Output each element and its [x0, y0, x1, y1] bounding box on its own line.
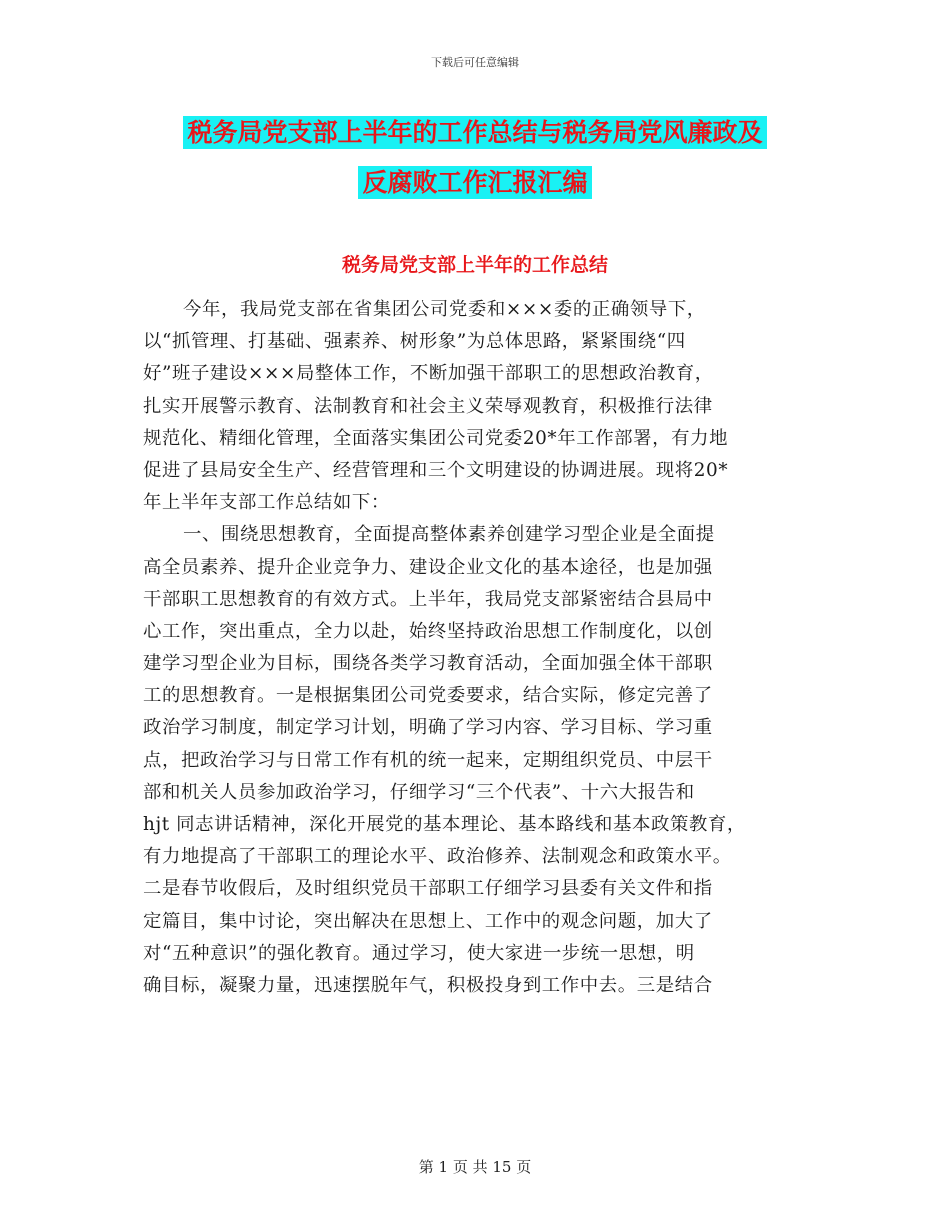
paragraph-line: 一、围绕思想教育，全面提高整体素养创建学习型企业是全面提 [183, 524, 715, 546]
paragraph-line: 政治学习制度，制定学习计划，明确了学习内容、学习目标、学习重 [143, 717, 713, 739]
paragraph-line: 干部职工思想教育的有效方式。上半年，我局党支部紧密结合县局中 [143, 588, 713, 610]
paragraph-line: 点，把政治学习与日常工作有机的统一起来，定期组织党员、中层干 [143, 749, 713, 771]
page-footer: 第 1 页 共 15 页 [418, 1158, 532, 1176]
title-line-1: 税务局党支部上半年的工作总结与税务局党风廉政及 [183, 116, 766, 149]
paragraph-line: 扎实开展警示教育、法制教育和社会主义荣辱观教育，积极推行法律 [143, 395, 713, 417]
paragraph-line: 好”班子建设×××局整体工作，不断加强干部职工的思想政治教育， [143, 363, 714, 385]
paragraph-line: 心工作，突出重点，全力以赴，始终坚持政治思想工作制度化，以创 [143, 620, 713, 642]
paragraph-line: 确目标，凝聚力量，迅速摆脱年气，积极投身到工作中去。三是结合 [143, 974, 713, 996]
paragraph-line: 年上半年支部工作总结如下： [143, 492, 390, 514]
document-title [0, 108, 950, 208]
paragraph-line: hjt 同志讲话精神，深化开展党的基本理论、基本路线和基本政策教育， [143, 814, 746, 835]
section-title: 税务局党支部上半年的工作总结 [341, 254, 608, 276]
paragraph-line: 对“五种意识”的强化教育。通过学习，使大家进一步统一思想，明 [143, 942, 695, 964]
paragraph-line: 二是春节收假后，及时组织党员干部职工仔细学习县委有关文件和指 [143, 878, 713, 900]
paragraph-line: 高全员素养、提升企业竞争力、建设企业文化的基本途径，也是加强 [143, 556, 713, 578]
title-line-2: 反腐败工作汇报汇编 [358, 166, 591, 199]
paragraph-line: 工的思想教育。一是根据集团公司党委要求，结合实际，修定完善了 [143, 685, 713, 707]
paragraph-line: 部和机关人员参加政治学习，仔细学习“三个代表”、十六大报告和 [143, 781, 695, 803]
paragraph-line: 今年，我局党支部在省集团公司党委和×××委的正确领导下， [183, 299, 706, 320]
paragraph-line: 促进了县局安全生产、经营管理和三个文明建设的协调进展。现将20* [143, 459, 729, 481]
header-note: 下载后可任意编辑 [431, 56, 519, 69]
body-text [143, 294, 823, 1002]
paragraph-line: 以“抓管理、打基础、强素养、树形象”为总体思路，紧紧围绕“四 [143, 331, 686, 353]
paragraph-line: 规范化、精细化管理，全面落实集团公司党委20*年工作部署，有力地 [143, 427, 729, 449]
paragraph-line: 定篇目，集中讨论，突出解决在思想上、工作中的观念问题，加大了 [143, 910, 713, 932]
paragraph-line: 有力地提高了干部职工的理论水平、政治修养、法制观念和政策水平。 [143, 846, 732, 868]
paragraph-line: 建学习型企业为目标，围绕各类学习教育活动，全面加强全体干部职 [143, 653, 713, 675]
